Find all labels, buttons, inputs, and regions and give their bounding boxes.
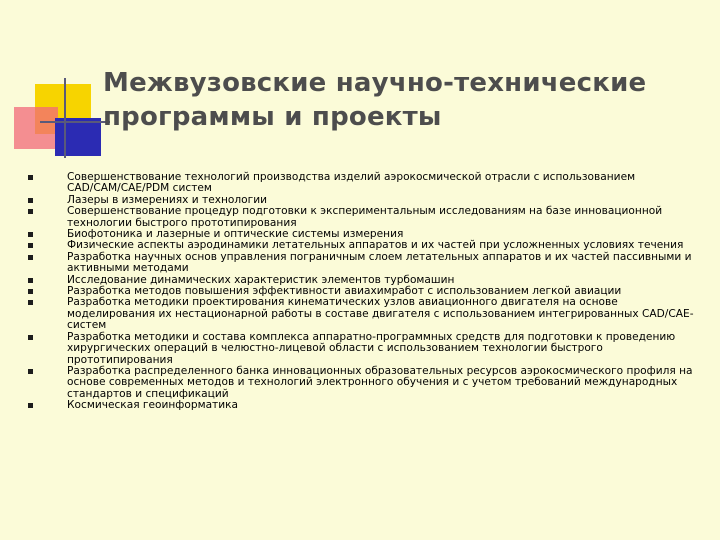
list-item-text: Совершенствование технологий производства изделий аэрокосмической отрасли с использованием CAD/CAM/CAE/PDM систем — [67, 171, 636, 195]
square-bullet-icon — [28, 278, 33, 283]
square-bullet-icon — [28, 289, 33, 294]
square-bullet-icon — [28, 243, 33, 248]
title-line-1: Межвузовские научно-технические — [103, 68, 647, 98]
vertical-rule-line — [64, 78, 66, 158]
decorative-logo — [0, 0, 110, 170]
square-bullet-icon — [28, 175, 33, 180]
slide-title — [103, 66, 663, 134]
list-item-text: Физические аспекты аэродинамики летательных аппаратов и их частей при усложненных условиях течения — [67, 239, 684, 252]
square-bullet-icon — [28, 369, 33, 374]
square-bullet-icon — [28, 300, 33, 305]
list-item-text: Исследование динамических характеристик элементов турбомашин — [67, 273, 455, 286]
square-bullet-icon — [28, 335, 33, 340]
list-item — [24, 297, 704, 331]
square-bullet-icon — [28, 255, 33, 260]
list-item-text: Разработка распределенного банка инновационных образовательных ресурсов аэрокосмического профиля на основе современных методов и технологий электронного обучения и с учетом требований международных стандартов и спецификаций — [67, 364, 693, 400]
square-bullet-icon — [28, 232, 33, 237]
list-item — [24, 206, 704, 229]
blue-square-shape — [55, 118, 101, 156]
list-item-text: Лазеры в измерениях и технологии — [67, 193, 267, 206]
list-item — [24, 172, 704, 195]
list-item-text: Совершенствование процедур подготовки к экспериментальным исследованиям на базе инновационной технологии быстрого прототипирования — [67, 205, 663, 229]
list-item — [24, 400, 704, 411]
horizontal-rule-line — [40, 121, 110, 123]
list-item-text: Разработка методики проектирования кинематических узлов авиационного двигателя на основе моделирования их нестационарной работы в составе двигателя с использованием интегрированных CAD/CAE-систем — [67, 296, 694, 332]
square-bullet-icon — [28, 198, 33, 203]
list-item — [24, 366, 704, 400]
red-square-shape — [14, 107, 58, 149]
list-item-text: Космическая геоинформатика — [67, 399, 239, 412]
list-item-text: Биофотоника и лазерные и оптические системы измерения — [67, 228, 404, 241]
list-item-text: Разработка методики и состава комплекса аппаратно-программных средств для подготовки к проведению хирургических операций в челюстно-лицевой области с использованием технологии быстрого прототипирования — [67, 330, 676, 366]
project-list — [24, 172, 704, 412]
list-item — [24, 332, 704, 366]
list-item — [24, 252, 704, 275]
title-line-2: программы и проекты — [103, 102, 442, 132]
square-bullet-icon — [28, 403, 33, 408]
list-item-text: Разработка научных основ управления пограничным слоем летательных аппаратов и их частей пассивными и активными методами — [67, 250, 692, 275]
square-bullet-icon — [28, 209, 33, 214]
list-item-text: Разработка методов повышения эффективности авиахимработ с использованием легкой авиации — [67, 285, 622, 298]
